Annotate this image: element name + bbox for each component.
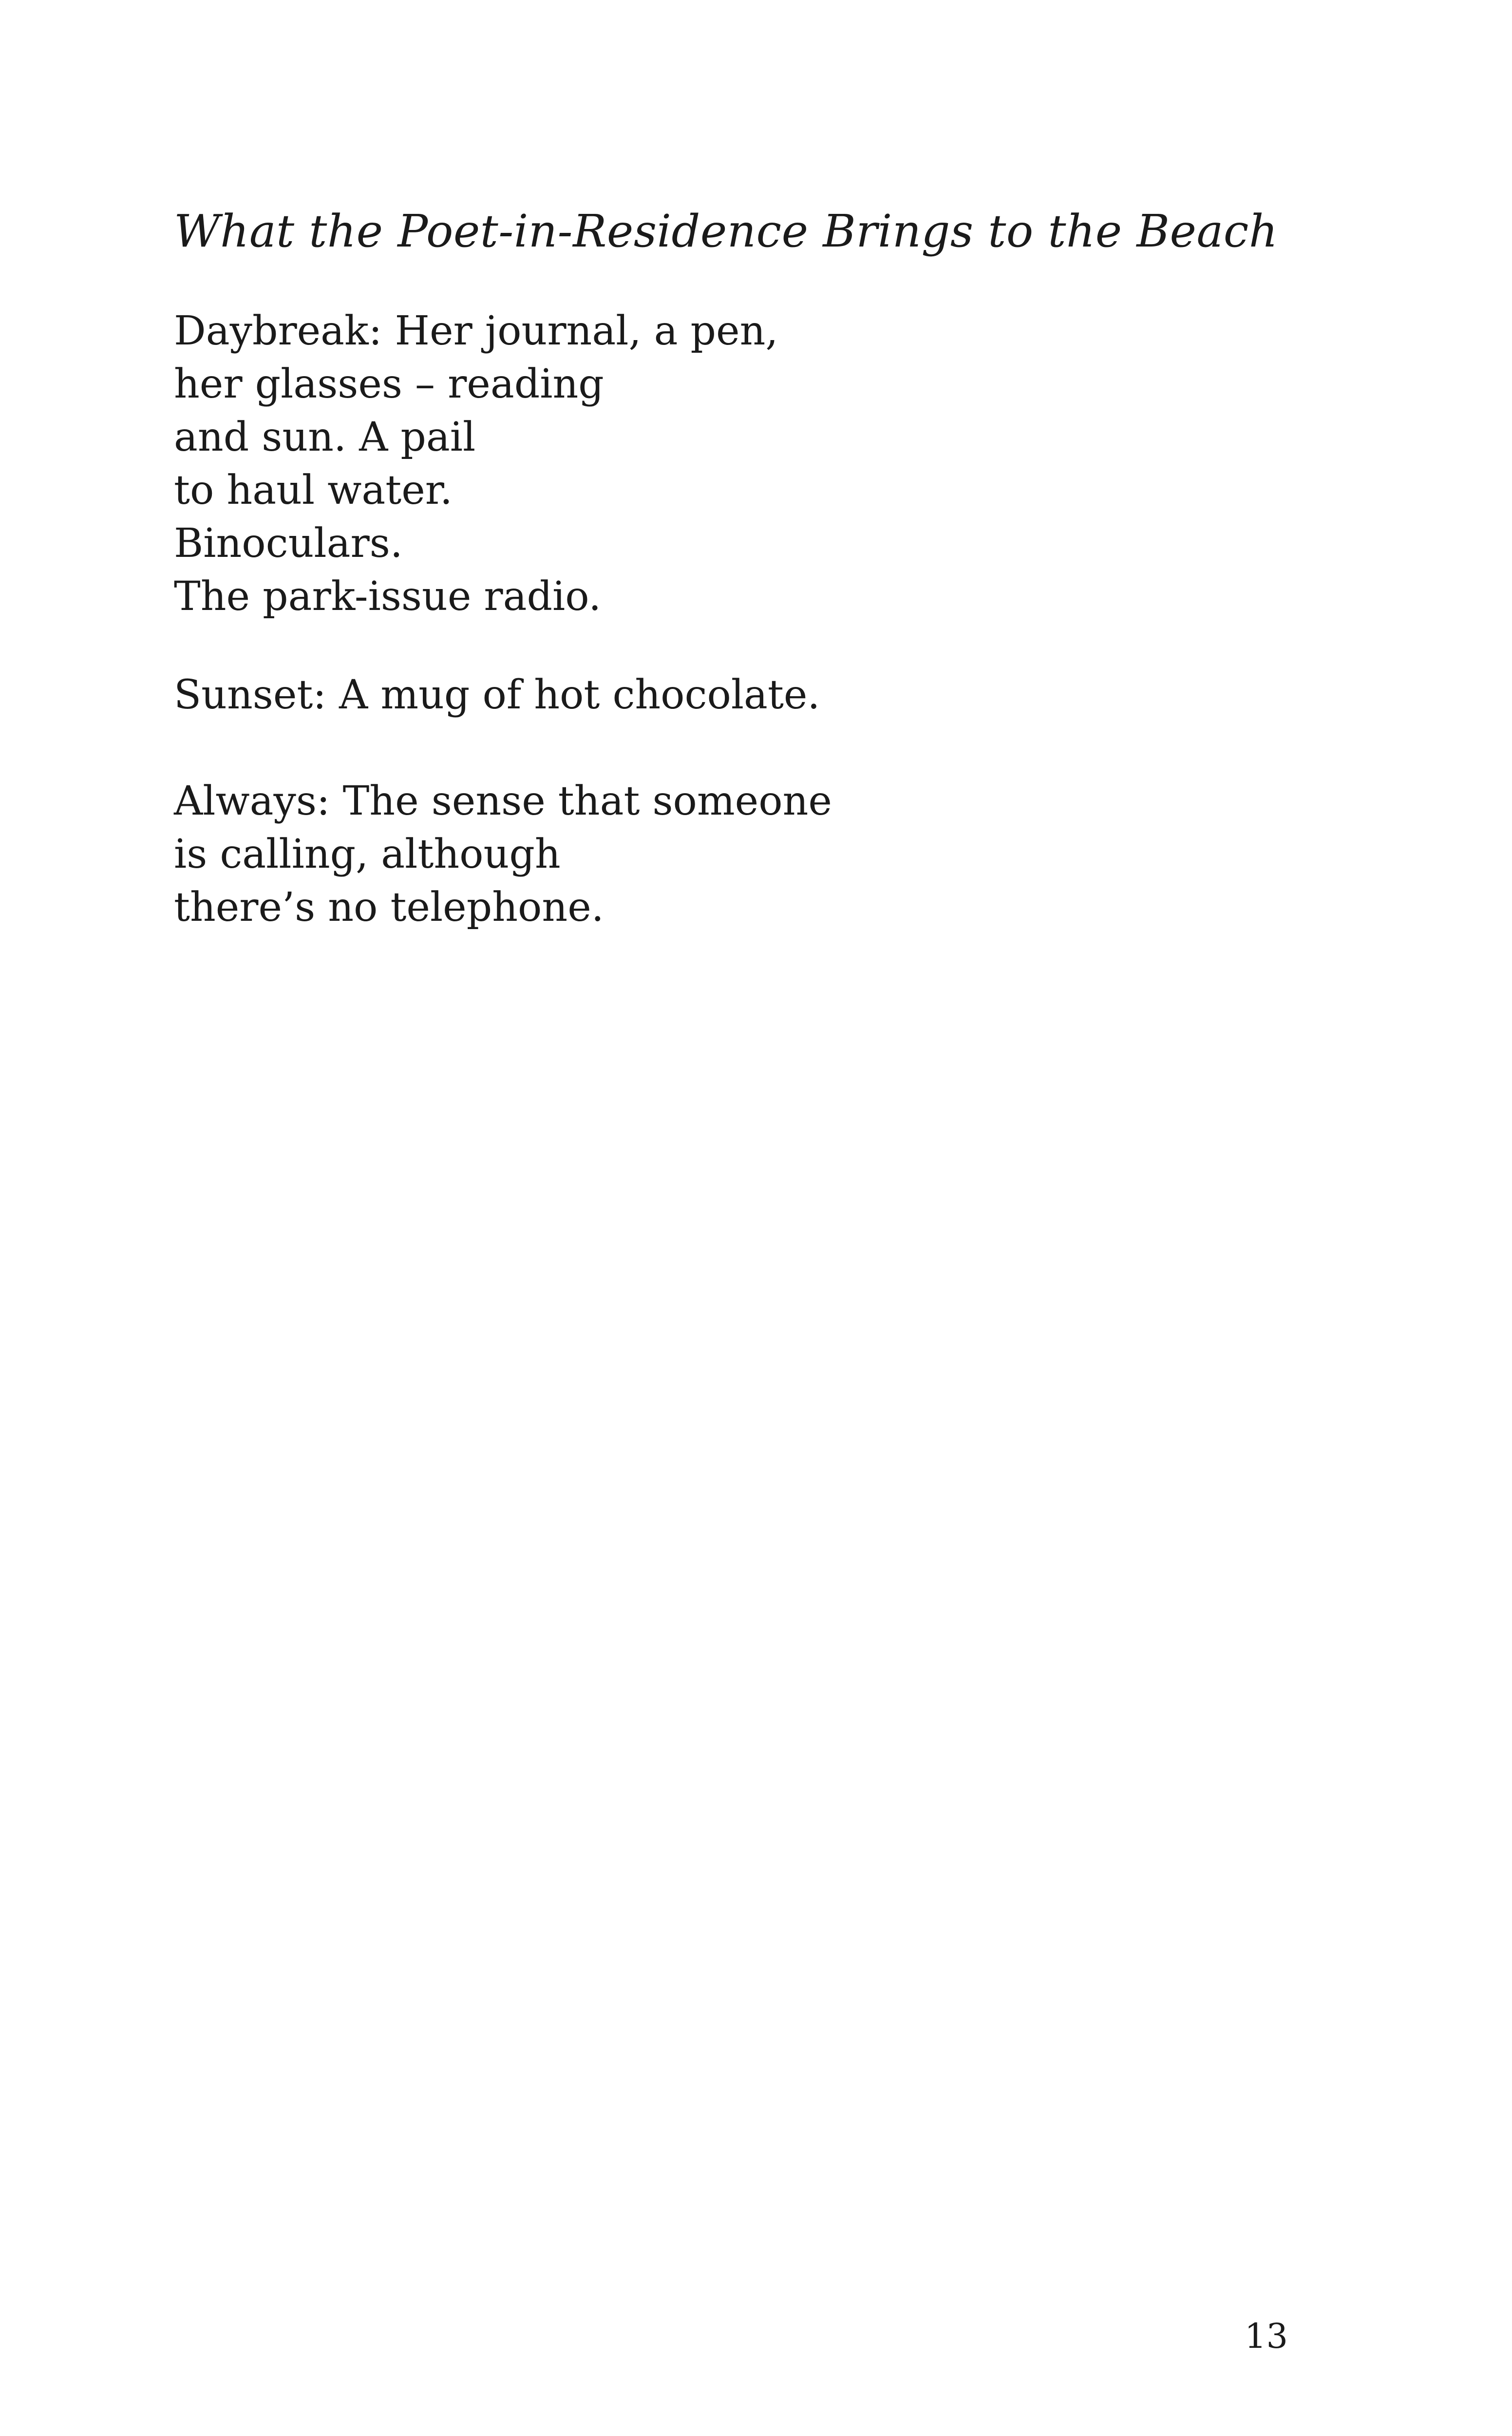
poem-line: Daybreak: Her journal, a pen, <box>174 308 778 354</box>
poem-line: her glasses – reading <box>174 361 604 407</box>
poem-line: The park-issue radio. <box>174 573 602 620</box>
poem-line: is calling, although <box>174 831 561 877</box>
poem-line: to haul water. <box>174 467 453 514</box>
poem-line: and sun. A pail <box>174 414 476 460</box>
poem-line: there’s no telephone. <box>174 884 604 931</box>
stanza-daybreak <box>174 304 778 623</box>
stanza-always <box>174 775 832 934</box>
page-number: 13 <box>1245 2316 1288 2356</box>
poem-line: Sunset: A mug of hot chocolate. <box>174 672 820 718</box>
poem-line: Always: The sense that someone <box>174 778 832 824</box>
poem-title: What the Poet-in-Residence Brings to the Beach <box>174 205 1278 257</box>
poem-line: Binoculars. <box>174 520 403 567</box>
stanza-sunset <box>174 668 820 722</box>
